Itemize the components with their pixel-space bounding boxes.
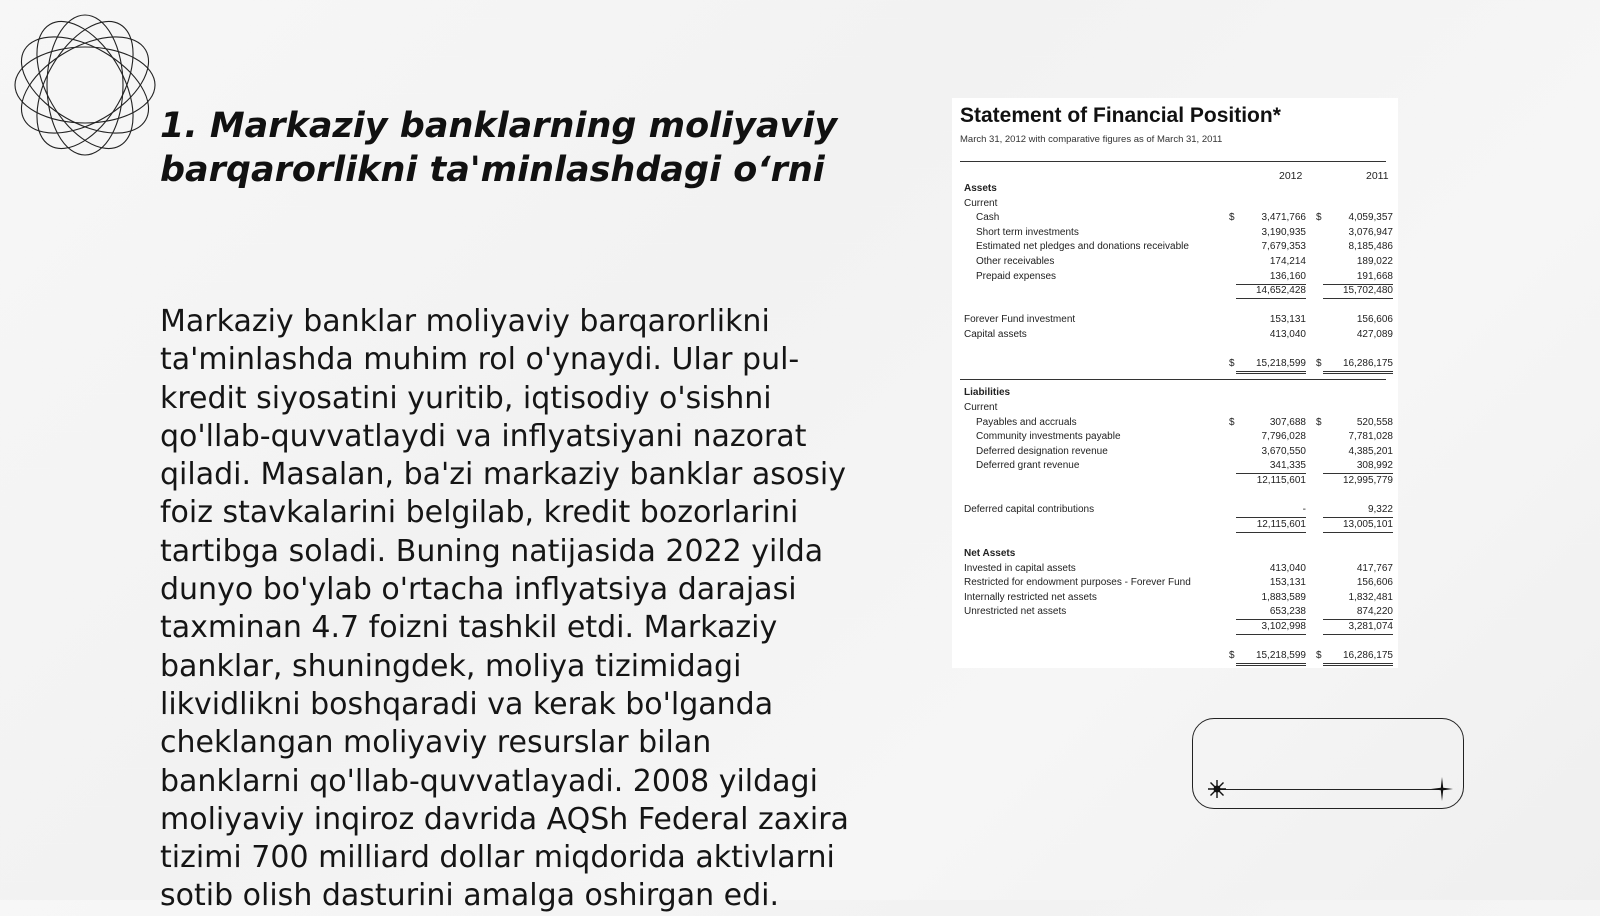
statement-row [952, 328, 1398, 342]
body-text-line: foiz stavkalarini belgilab, kredit bozorlarini [160, 495, 799, 531]
statement-value: 7,781,028 [1348, 431, 1393, 443]
statement-value: 307,688 [1269, 416, 1306, 428]
statement-value: 189,022 [1356, 256, 1393, 267]
statement-year-2012: 2012 [1279, 170, 1303, 182]
statement-value: 191,668 [1323, 270, 1393, 285]
statement-title: Statement of Financial Position* [960, 104, 1281, 127]
statement-value: 156,606 [1356, 577, 1393, 589]
statement-value: 156,606 [1356, 314, 1393, 326]
statement-value: 3,670,550 [1261, 445, 1306, 457]
statement-row [952, 226, 1398, 240]
slide-title-line: 1. Markaziy banklarning moliyaviy [160, 106, 838, 146]
statement-value: 16,286,175 [1323, 357, 1393, 374]
statement-section-divider [960, 379, 1386, 380]
statement-value: 12,995,779 [1342, 475, 1393, 486]
statement-value: 3,281,074 [1323, 620, 1393, 635]
statement-dollar-sign: $ [1316, 416, 1322, 428]
statement-row-label: Liabilities [964, 387, 1011, 399]
statement-row-label: Cash [976, 212, 1000, 224]
body-text-line: taxminan 4.7 foizni tashkil etdi. Markaziy [160, 610, 778, 646]
statement-row [952, 518, 1398, 532]
decorative-circle-logo-icon [10, 10, 160, 160]
statement-value: 413,040 [1269, 329, 1306, 340]
statement-value: 4,059,357 [1348, 212, 1393, 224]
statement-dollar-sign: $ [1316, 358, 1322, 370]
statement-row [952, 474, 1398, 488]
statement-row-label: Invested in capital assets [964, 562, 1076, 574]
slide-title-line: barqarorlikni ta'minlashdagi o‘rni [160, 150, 825, 190]
statement-value: 341,335 [1236, 459, 1306, 474]
statement-row-label: Prepaid expenses [976, 270, 1057, 282]
statement-value: 417,767 [1356, 562, 1393, 574]
statement-value: 153,131 [1269, 577, 1306, 589]
statement-divider [960, 161, 1386, 162]
statement-value: 153,131 [1269, 314, 1306, 326]
statement-dollar-sign: $ [1229, 358, 1235, 370]
statement-value: 874,220 [1323, 605, 1393, 620]
statement-row-label: Deferred grant revenue [976, 460, 1080, 472]
body-text-line: sotib olish dasturini amalga oshirgan edi. [160, 878, 780, 914]
statement-row [952, 401, 1398, 415]
statement-dollar-sign: $ [1229, 650, 1235, 662]
statement-value: 7,679,353 [1261, 241, 1306, 253]
statement-value: 520,558 [1356, 416, 1393, 428]
statement-row [952, 386, 1398, 400]
statement-row-label: Current [964, 402, 998, 413]
statement-row-label: Internally restricted net assets [964, 591, 1097, 603]
statement-row-label: Deferred capital contributions [964, 504, 1095, 516]
statement-row [952, 430, 1398, 444]
statement-value: 12,115,601 [1236, 518, 1306, 533]
statement-row [952, 255, 1398, 269]
body-text-line: qo'llab-quvvatlaydi va inflyatsiyani nazorat [160, 418, 807, 454]
statement-value: 12,115,601 [1256, 475, 1306, 486]
statement-row [952, 211, 1398, 225]
statement-row-label: Short term investments [976, 226, 1079, 238]
statement-value: 15,218,599 [1236, 649, 1306, 666]
statement-row [952, 459, 1398, 473]
statement-row [952, 299, 1398, 313]
statement-value: - [1236, 503, 1306, 518]
cross-star-icon [1431, 777, 1453, 801]
statement-value: 3,471,766 [1261, 212, 1306, 224]
statement-row [952, 313, 1398, 327]
statement-row [952, 445, 1398, 459]
statement-row [952, 620, 1398, 634]
statement-value: 1,832,481 [1348, 591, 1393, 603]
statement-row [952, 503, 1398, 517]
statement-dollar-sign: $ [1316, 650, 1322, 662]
statement-value: 653,238 [1236, 605, 1306, 620]
slide-title [160, 104, 860, 192]
statement-row [952, 489, 1398, 503]
sparkle-star-icon [1207, 779, 1227, 799]
body-text-line: tartibga soladi. Buning natijasida 2022 yilda [160, 533, 824, 569]
body-text-line: ta'minlashda muhim rol o'ynaydi. Ular pul- [160, 342, 800, 378]
body-text-line: dunyo bo'ylab o'rtacha inflyatsiya darajasi [160, 572, 797, 608]
statement-row-label: Assets [964, 183, 997, 194]
statement-row [952, 270, 1398, 284]
statement-row [952, 284, 1398, 298]
statement-row [952, 605, 1398, 619]
body-text-line: cheklangan moliyaviy resurslar bilan [160, 725, 712, 761]
financial-statement-image [952, 98, 1398, 668]
statement-row-label: Current [964, 197, 998, 209]
statement-value: 136,160 [1236, 270, 1306, 285]
slide-body-text [160, 303, 860, 916]
statement-dollar-sign: $ [1316, 212, 1322, 224]
statement-value: 15,702,480 [1323, 284, 1393, 299]
statement-value: 308,992 [1323, 459, 1393, 474]
statement-value: 427,089 [1356, 329, 1393, 340]
statement-row-label: Net Assets [964, 548, 1016, 559]
statement-subtitle: March 31, 2012 with comparative figures as of March 31, 2011 [960, 134, 1223, 145]
statement-value: 8,185,486 [1348, 241, 1393, 253]
body-text-line: kredit siyosatini yuritib, iqtisodiy o'sishni [160, 380, 772, 416]
statement-value: 14,652,428 [1236, 284, 1306, 299]
statement-row-label: Payables and accruals [976, 416, 1077, 428]
body-text-line: tizimi 700 milliard dollar miqdorida aktivlarni [160, 840, 835, 876]
statement-dollar-sign: $ [1229, 416, 1235, 428]
statement-value: 15,218,599 [1236, 357, 1306, 374]
statement-value: 9,322 [1323, 503, 1393, 518]
statement-value: 174,214 [1269, 256, 1306, 267]
statement-row [952, 240, 1398, 254]
statement-year-2011: 2011 [1366, 170, 1389, 182]
statement-row-label: Community investments payable [976, 431, 1121, 443]
statement-row-label: Restricted for endowment purposes - Forever Fund [964, 577, 1191, 589]
statement-row [952, 343, 1398, 357]
statement-row [952, 562, 1398, 576]
body-text-line: banklarni qo'llab-quvvatlayadi. 2008 yildagi [160, 763, 818, 799]
statement-row [952, 357, 1398, 371]
statement-row [952, 532, 1398, 546]
decorative-pill-frame [1192, 718, 1464, 809]
statement-row [952, 576, 1398, 590]
statement-row [952, 635, 1398, 649]
pill-divider-line [1215, 789, 1441, 790]
statement-row-label: Deferred designation revenue [976, 445, 1108, 457]
statement-value: 7,796,028 [1261, 431, 1306, 443]
statement-row-label: Unrestricted net assets [964, 606, 1067, 618]
body-text-line: banklar, shuningdek, moliya tizimidagi [160, 648, 742, 684]
body-text-line: Markaziy banklar moliyaviy barqarorlikni [160, 304, 770, 339]
statement-value: 13,005,101 [1323, 518, 1393, 533]
statement-row-label: Capital assets [964, 329, 1027, 340]
statement-row-label: Forever Fund investment [964, 314, 1076, 326]
statement-value: 3,076,947 [1348, 226, 1393, 238]
statement-dollar-sign: $ [1229, 212, 1235, 224]
statement-value: 3,190,935 [1261, 226, 1306, 238]
statement-row [952, 197, 1398, 211]
statement-row [952, 649, 1398, 663]
statement-value: 4,385,201 [1348, 445, 1393, 457]
body-text-line: moliyaviy inqiroz davrida AQSh Federal zaxira [160, 801, 849, 837]
statement-row [952, 416, 1398, 430]
body-text-line: qiladi. Masalan, ba'zi markaziy banklar asosiy [160, 457, 846, 493]
body-text-line: likvidlikni boshqaradi va kerak bo'lganda [160, 686, 774, 722]
statement-value: 413,040 [1269, 562, 1306, 574]
statement-value: 16,286,175 [1323, 649, 1393, 666]
statement-row-label: Estimated net pledges and donations receivable [976, 241, 1189, 253]
statement-row-label: Other receivables [976, 256, 1055, 267]
statement-row [952, 547, 1398, 561]
statement-row [952, 182, 1398, 196]
statement-value: 3,102,998 [1236, 620, 1306, 635]
statement-value: 1,883,589 [1261, 591, 1306, 603]
statement-row [952, 591, 1398, 605]
